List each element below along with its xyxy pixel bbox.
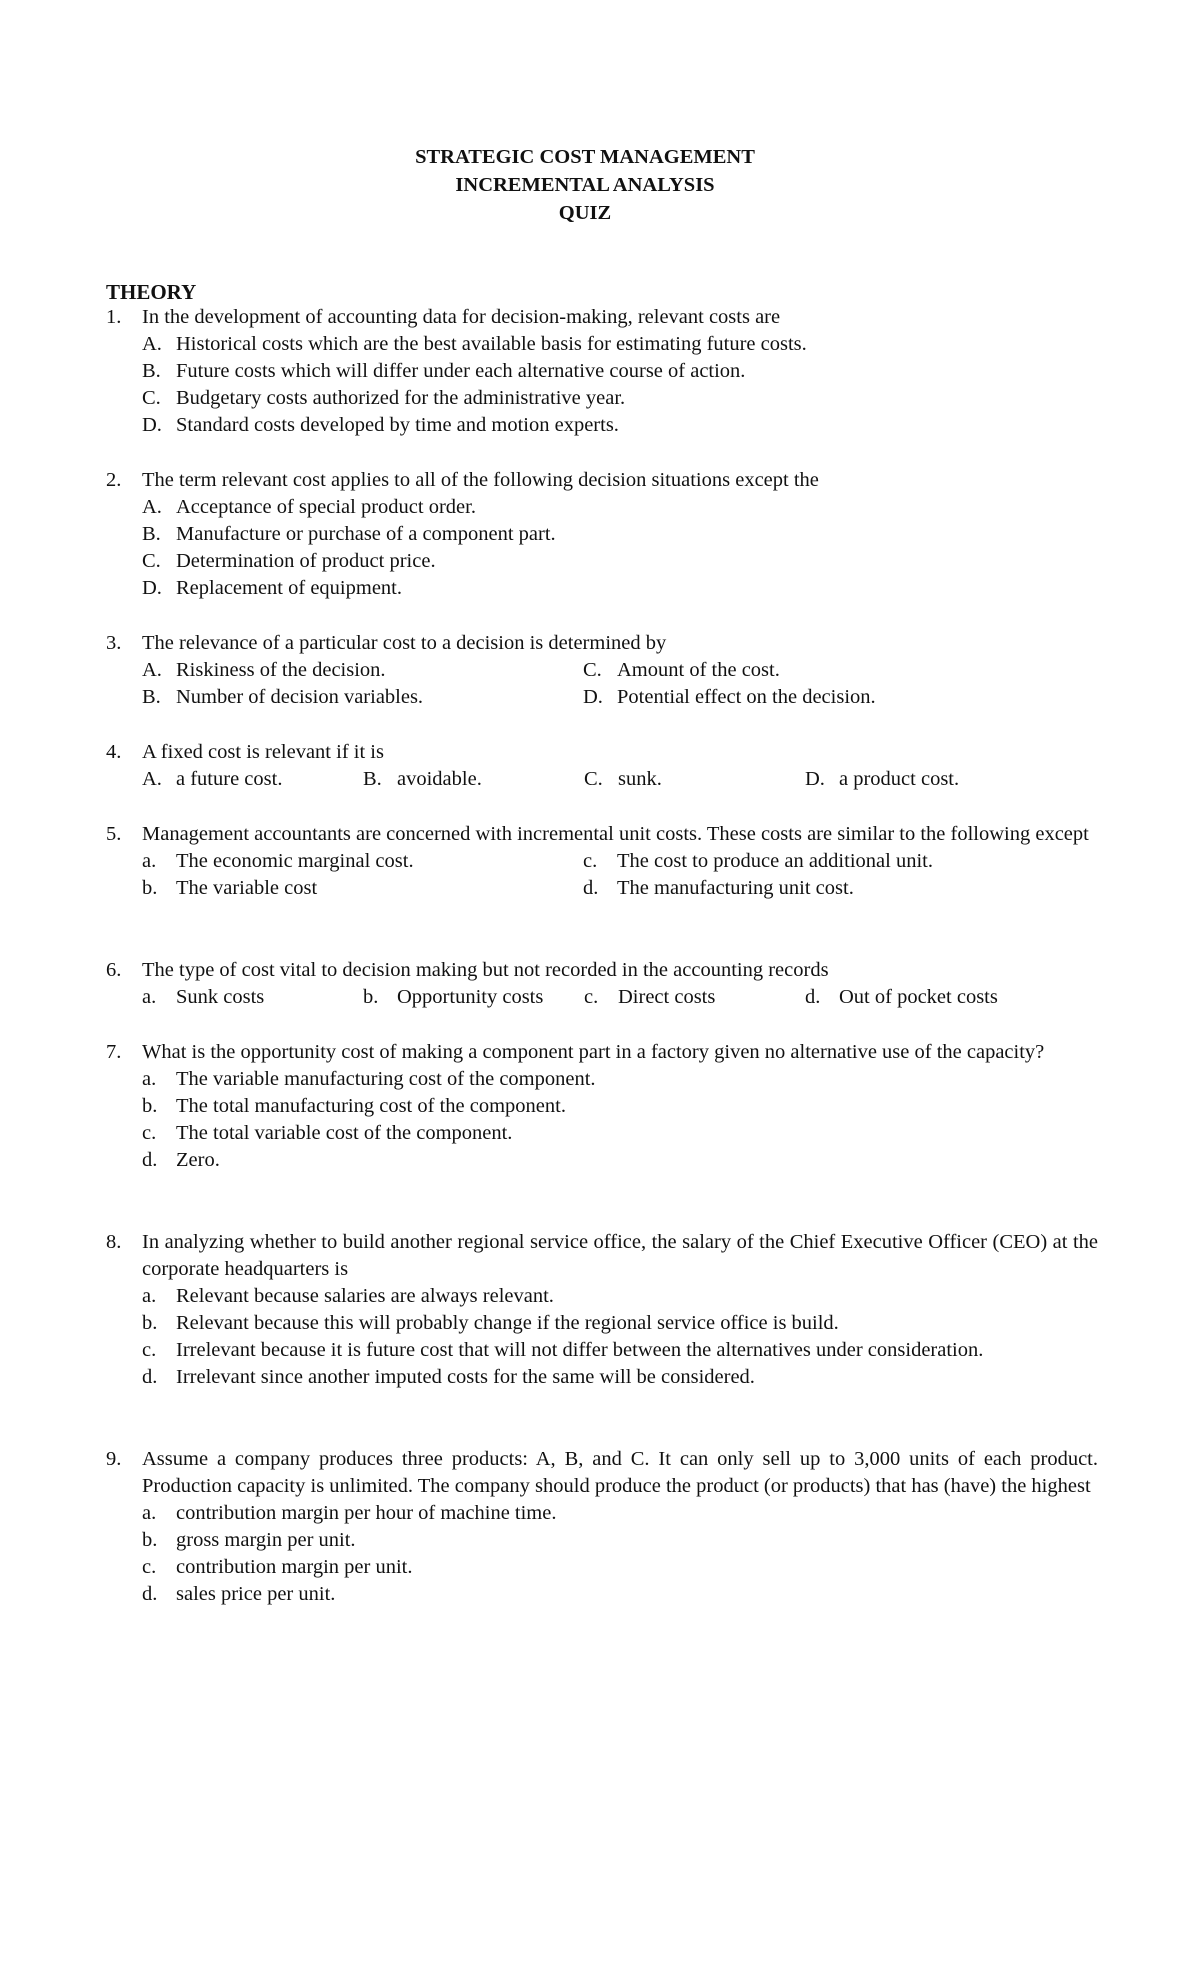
question-1 [106, 304, 1098, 439]
answer-option [142, 494, 1098, 521]
option-text: Relevant because salaries are always relevant. [176, 1285, 554, 1307]
option-text: The total manufacturing cost of the component. [176, 1095, 566, 1117]
option-label: B. [142, 360, 161, 382]
option-label: C. [142, 550, 161, 572]
option-label: a. [142, 850, 157, 872]
option-label: c. [142, 1556, 157, 1578]
option-label: d. [583, 877, 599, 899]
answer-option [363, 766, 584, 793]
option-text: The manufacturing unit cost. [617, 877, 854, 899]
option-text: contribution margin per unit. [176, 1556, 413, 1578]
option-text: Zero. [176, 1149, 220, 1171]
answer-option [142, 575, 1098, 602]
option-text: Direct costs [618, 986, 716, 1008]
answer-option [142, 1500, 1098, 1527]
option-label: b. [142, 1095, 158, 1117]
title-line-2: INCREMENTAL ANALYSIS [455, 174, 715, 196]
answer-option [142, 875, 583, 902]
answer-option [142, 1147, 1098, 1174]
option-label: C. [142, 387, 161, 409]
answer-option [142, 385, 1098, 412]
question-7 [106, 1039, 1098, 1174]
answer-option [142, 1337, 1098, 1364]
question-number: 9. [106, 1448, 122, 1470]
option-label: b. [363, 986, 379, 1008]
question-text: A fixed cost is relevant if it is [142, 741, 384, 763]
option-text: Future costs which will differ under each alternative course of action. [176, 360, 746, 382]
option-label: d. [805, 986, 821, 1008]
answer-option [583, 684, 1024, 711]
question-number: 4. [106, 741, 122, 763]
question-2 [106, 467, 1098, 602]
question-9 [106, 1446, 1098, 1608]
option-text: The variable manufacturing cost of the component. [176, 1068, 596, 1090]
question-number: 7. [106, 1041, 122, 1063]
answer-option [142, 1581, 1098, 1608]
question-text: What is the opportunity cost of making a component part in a factory given no alternative use of the capacity? [142, 1041, 1045, 1063]
answer-option [142, 1120, 1098, 1147]
question-8 [106, 1229, 1098, 1391]
option-label: a. [142, 1068, 157, 1090]
option-label: B. [363, 768, 382, 790]
answer-option [142, 848, 583, 875]
option-text: Potential effect on the decision. [617, 686, 876, 708]
option-label: D. [583, 686, 603, 708]
answer-option [142, 331, 1098, 358]
answer-option [142, 1364, 1098, 1391]
answer-option [584, 766, 805, 793]
option-text: Out of pocket costs [839, 986, 998, 1008]
answer-option [142, 657, 583, 684]
option-label: A. [142, 496, 162, 518]
option-label: b. [142, 1529, 158, 1551]
question-number: 6. [106, 959, 122, 981]
option-text: Number of decision variables. [176, 686, 424, 708]
answer-option [363, 984, 584, 1011]
question-text: Assume a company produces three products: A, B, and C. It can only sell up to 3,000 units of each product. Production capacity is unlimited. The company should produce the product (or products) that has (have) the highest [142, 1448, 1098, 1497]
answer-option [142, 1283, 1098, 1310]
option-label: c. [142, 1122, 157, 1144]
option-text: contribution margin per hour of machine time. [176, 1502, 557, 1524]
option-label: D. [142, 577, 162, 599]
answer-option [142, 548, 1098, 575]
option-text: avoidable. [397, 768, 482, 790]
question-5 [106, 821, 1098, 902]
option-label: B. [142, 686, 161, 708]
option-text: Manufacture or purchase of a component part. [176, 523, 556, 545]
document-title [0, 143, 1170, 227]
option-text: Sunk costs [176, 986, 265, 1008]
option-label: B. [142, 523, 161, 545]
answer-option [142, 1554, 1098, 1581]
answer-option [142, 521, 1098, 548]
question-6 [106, 957, 1098, 1011]
option-text: Replacement of equipment. [176, 577, 402, 599]
option-label: C. [583, 659, 602, 681]
option-label: c. [583, 850, 598, 872]
option-text: Opportunity costs [397, 986, 544, 1008]
option-label: A. [142, 768, 162, 790]
answer-option [142, 412, 1098, 439]
option-text: sunk. [618, 768, 662, 790]
option-label: b. [142, 877, 158, 899]
option-label: a. [142, 1502, 157, 1524]
option-text: Budgetary costs authorized for the administrative year. [176, 387, 626, 409]
question-text: The relevance of a particular cost to a decision is determined by [142, 632, 667, 654]
option-text: The total variable cost of the component. [176, 1122, 513, 1144]
option-label: d. [142, 1583, 158, 1605]
option-text: a product cost. [839, 768, 960, 790]
option-label: c. [142, 1339, 157, 1361]
option-text: a future cost. [176, 768, 283, 790]
answer-option [584, 984, 805, 1011]
option-text: Relevant because this will probably change if the regional service office is build. [176, 1312, 839, 1334]
question-text: In the development of accounting data for decision-making, relevant costs are [142, 306, 781, 328]
question-4 [106, 739, 1098, 793]
option-label: d. [142, 1149, 158, 1171]
title-line-1: STRATEGIC COST MANAGEMENT [415, 146, 755, 168]
option-label: C. [584, 768, 603, 790]
question-number: 3. [106, 632, 122, 654]
title-line-3: QUIZ [558, 202, 612, 224]
question-text: In analyzing whether to build another regional service office, the salary of the Chief Executive Officer (CEO) at the corporate headquarters is [142, 1231, 1098, 1280]
answer-option [142, 766, 363, 793]
option-label: a. [142, 986, 157, 1008]
option-label: b. [142, 1312, 158, 1334]
option-text: The economic marginal cost. [176, 850, 414, 872]
answer-option [142, 684, 583, 711]
option-text: Irrelevant because it is future cost that will not differ between the alternatives under consideration. [176, 1339, 984, 1361]
question-text: Management accountants are concerned with incremental unit costs. These costs are similar to the following except [142, 823, 1089, 845]
question-text: The term relevant cost applies to all of the following decision situations except the [142, 469, 819, 491]
option-text: Standard costs developed by time and motion experts. [176, 414, 619, 436]
answer-option [805, 766, 1026, 793]
question-number: 2. [106, 469, 122, 491]
answer-option [583, 657, 1024, 684]
answer-option [142, 1093, 1098, 1120]
option-label: d. [142, 1366, 158, 1388]
option-text: The cost to produce an additional unit. [617, 850, 933, 872]
question-number: 8. [106, 1231, 122, 1253]
option-text: sales price per unit. [176, 1583, 336, 1605]
option-label: A. [142, 659, 162, 681]
option-label: c. [584, 986, 599, 1008]
answer-option [805, 984, 1026, 1011]
answer-option [142, 1066, 1098, 1093]
option-text: The variable cost [176, 877, 318, 899]
option-text: gross margin per unit. [176, 1529, 356, 1551]
option-text: Riskiness of the decision. [176, 659, 386, 681]
question-3 [106, 630, 1098, 711]
option-text: Acceptance of special product order. [176, 496, 476, 518]
section-heading: THEORY [106, 280, 197, 304]
option-label: D. [142, 414, 162, 436]
option-text: Amount of the cost. [617, 659, 780, 681]
question-number: 1. [106, 306, 122, 328]
question-number: 5. [106, 823, 122, 845]
option-text: Irrelevant since another imputed costs for the same will be considered. [176, 1366, 755, 1388]
option-text: Determination of product price. [176, 550, 436, 572]
answer-option [142, 1527, 1098, 1554]
answer-option [142, 984, 363, 1011]
option-label: a. [142, 1285, 157, 1307]
answer-option [142, 358, 1098, 385]
option-label: A. [142, 333, 162, 355]
answer-option [142, 1310, 1098, 1337]
answer-option [583, 875, 1024, 902]
question-text: The type of cost vital to decision making but not recorded in the accounting records [142, 959, 829, 981]
option-text: Historical costs which are the best available basis for estimating future costs. [176, 333, 807, 355]
answer-option [583, 848, 1024, 875]
option-label: D. [805, 768, 825, 790]
